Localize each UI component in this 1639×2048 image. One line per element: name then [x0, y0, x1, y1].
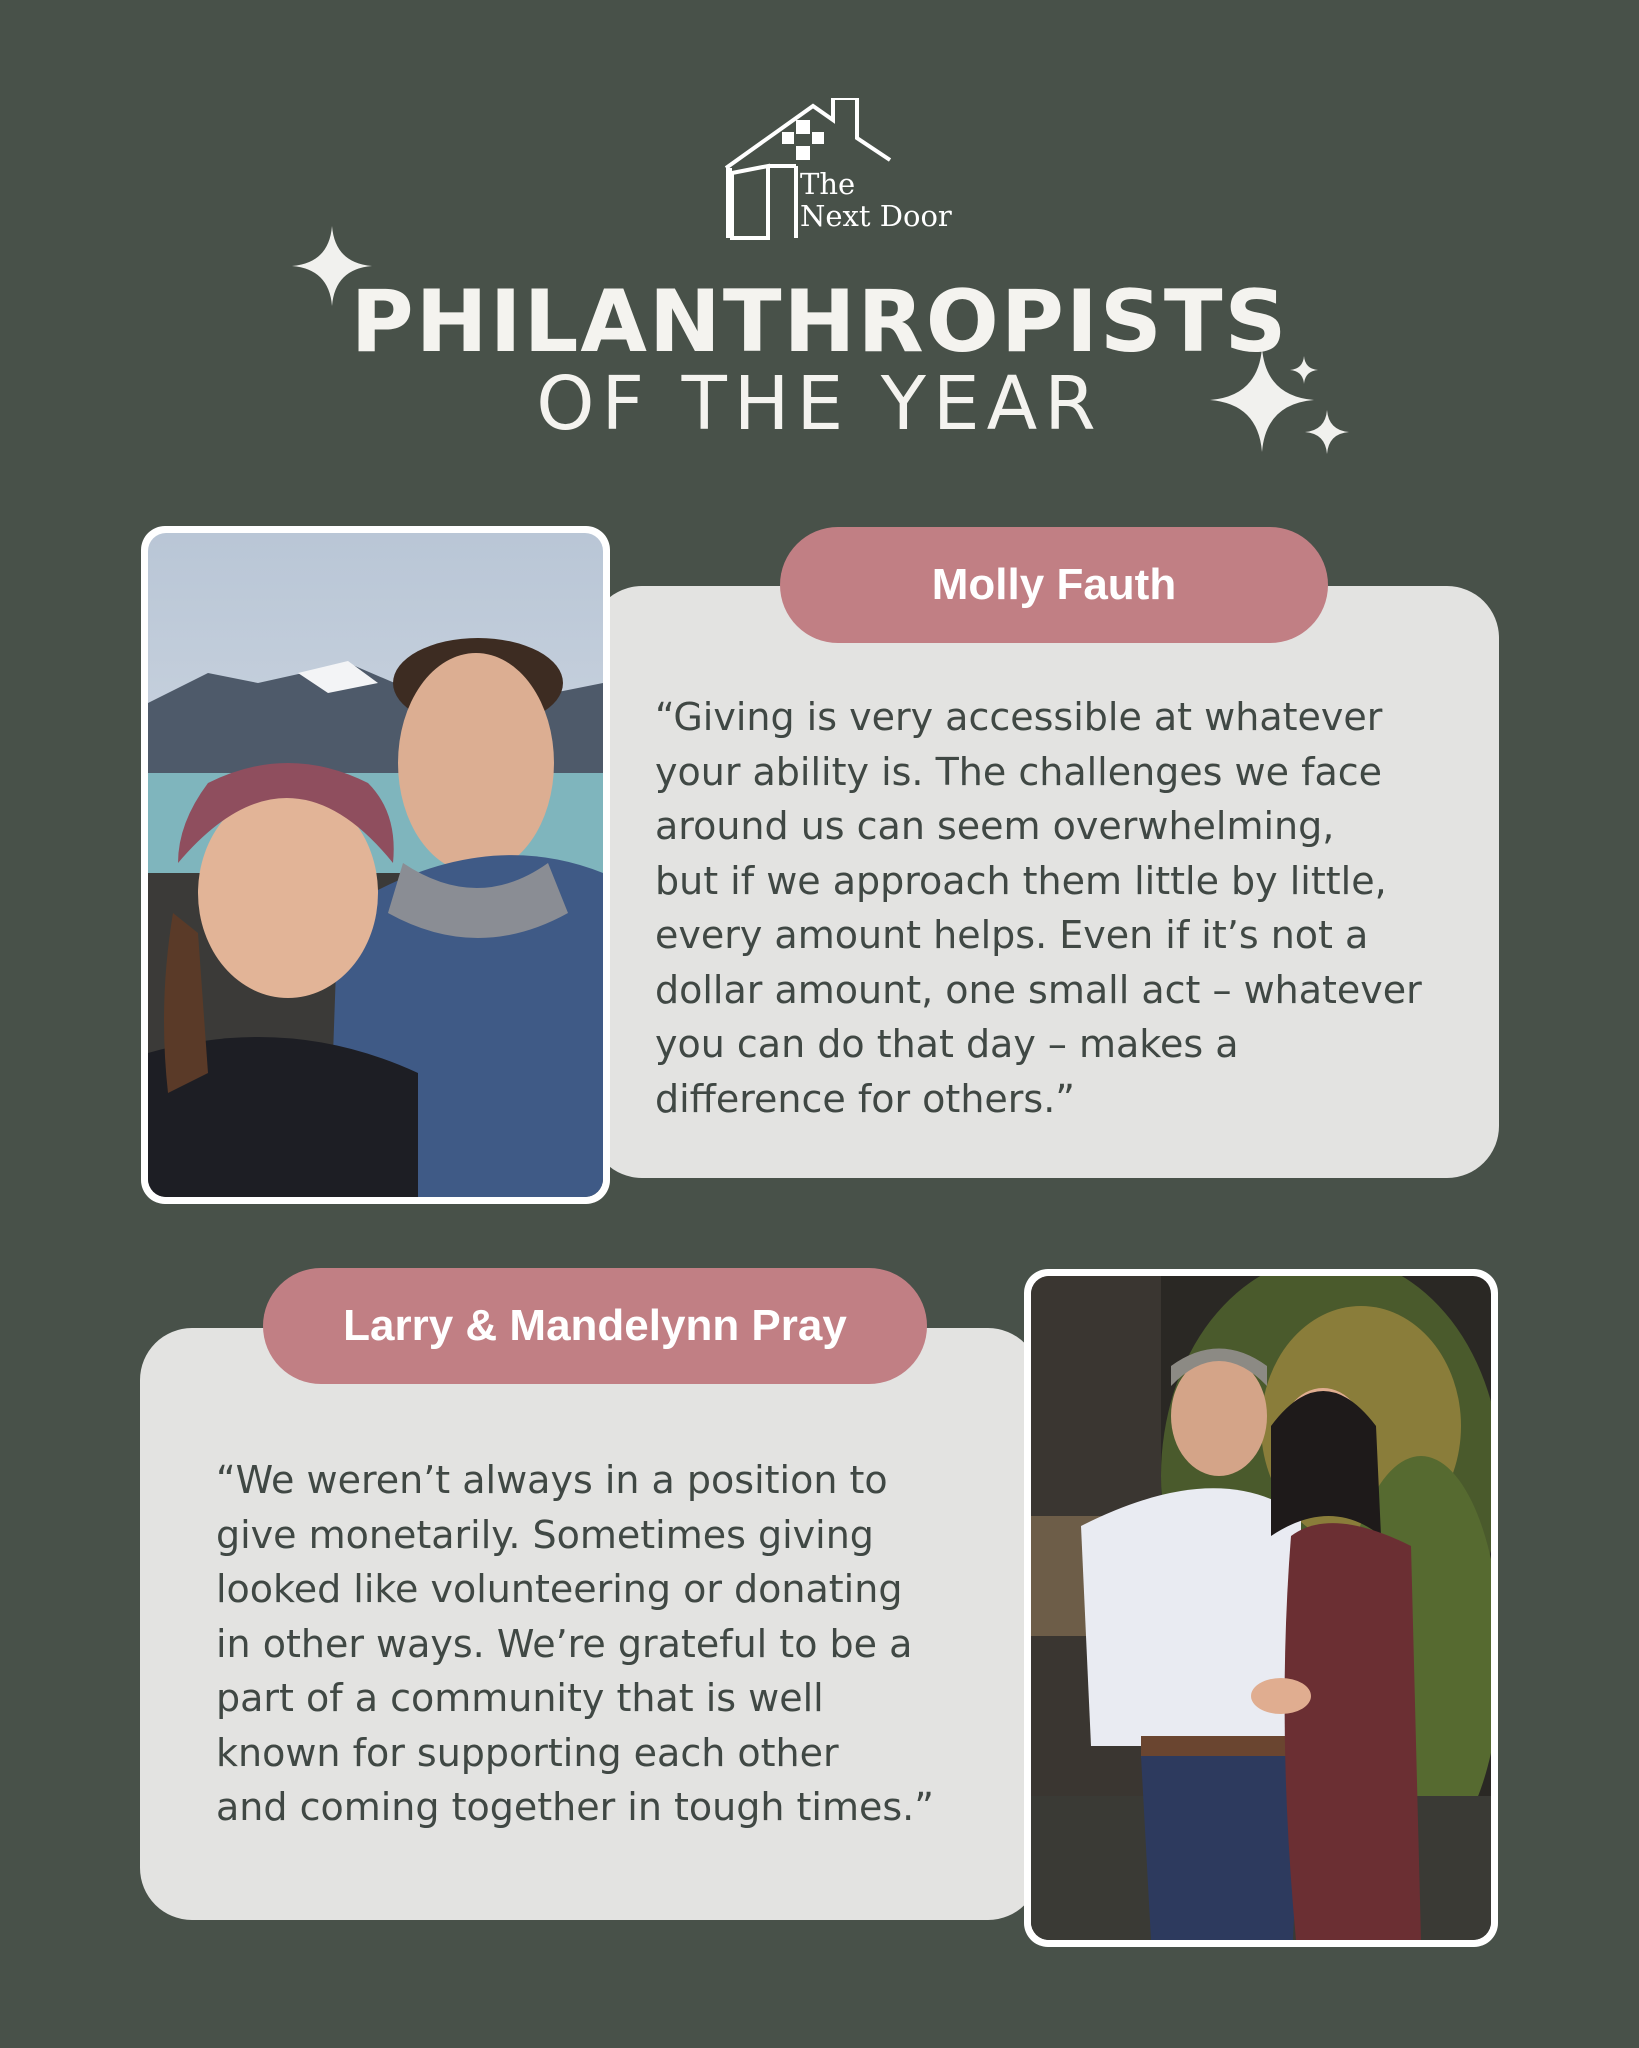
quote-line: looked like volunteering or donating: [216, 1567, 903, 1611]
honoree-name-badge: Molly Fauth: [780, 527, 1328, 643]
quote-line: known for supporting each other: [216, 1730, 839, 1775]
page-subtitle: OF THE YEAR: [536, 361, 1103, 447]
logo-wordmark: [800, 168, 952, 232]
quote-line: dollar amount, one small act – whatever: [655, 967, 1422, 1012]
quote-line: around us can seem overwhelming,: [655, 804, 1335, 848]
honoree-photo: [1024, 1269, 1498, 1947]
honoree-quote: [655, 690, 1422, 1126]
quote-line: and coming together in tough times.”: [216, 1785, 934, 1829]
honoree-name-badge: Larry & Mandelynn Pray: [263, 1268, 927, 1384]
logo-line-1: The: [800, 167, 856, 201]
page-title: PHILANTHROPISTS: [350, 272, 1289, 372]
quote-line: “Giving is very accessible at whatever: [655, 695, 1383, 739]
quote-line: your ability is. The challenges we face: [655, 749, 1383, 794]
quote-line: but if we approach them little by little,: [655, 858, 1387, 903]
quote-line: you can do that day – makes a: [655, 1022, 1239, 1066]
logo-line-2: Next Door: [800, 199, 952, 233]
honoree-photo: [141, 526, 610, 1204]
honoree-quote: [216, 1453, 934, 1835]
quote-line: in other ways. We’re grateful to be a: [216, 1621, 913, 1666]
quote-line: difference for others.”: [655, 1076, 1075, 1121]
quote-line: every amount helps. Even if it’s not a: [655, 913, 1369, 957]
quote-line: “We weren’t always in a position to: [216, 1458, 888, 1502]
quote-line: give monetarily. Sometimes giving: [216, 1512, 874, 1557]
quote-line: part of a community that is well: [216, 1676, 824, 1720]
